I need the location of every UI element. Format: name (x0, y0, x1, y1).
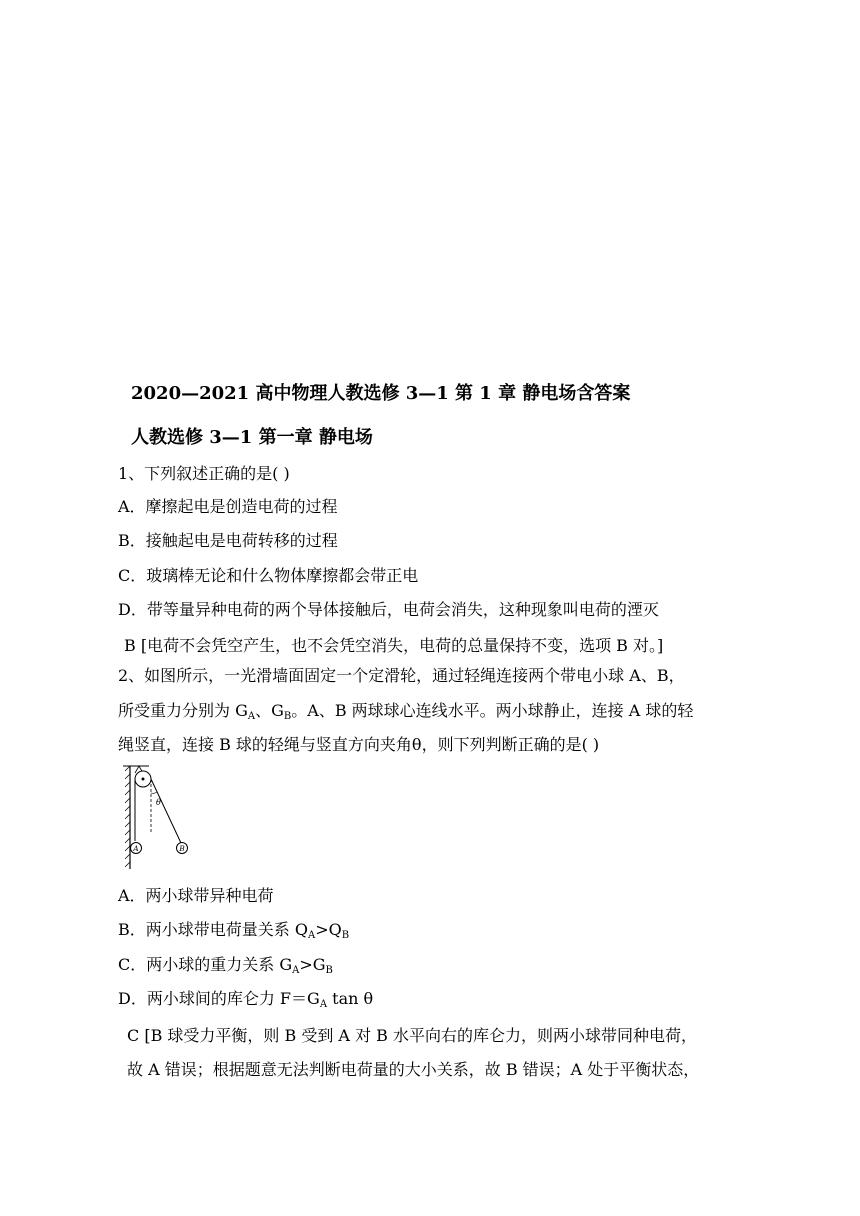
q2-option-a: A．两小球带异种电荷 (118, 886, 274, 905)
pulley-diagram-svg (123, 763, 193, 871)
q2-option-b (118, 920, 349, 940)
doc-title: 2020—2021 高中物理人教选修 3—1 第 1 章 静电场含答案 (131, 383, 631, 404)
q2-sub-b: B (283, 711, 292, 722)
q1-option-d: D．带等量异种电荷的两个导体接触后，电荷会消失，这种现象叫电荷的湮灭 (118, 600, 659, 619)
q2-option-c-text: >G (299, 955, 326, 974)
q2-stem-text: 。A、B 两球球心连线水平。两小球静止，连接 A 球的轻 (291, 701, 694, 720)
q1-option-a: A．摩擦起电是创造电荷的过程 (118, 497, 338, 516)
q2-option-b-sub: A (307, 930, 316, 941)
q2-option-b-text: B．两小球带电荷量关系 Q (118, 920, 308, 939)
q2-stem-line2 (118, 701, 693, 721)
q2-option-b-text: >Q (315, 920, 342, 939)
q1-option-b: B．接触起电是电荷转移的过程 (118, 531, 338, 550)
q2-option-c-sub: B (325, 965, 333, 976)
q1-option-c: C．玻璃棒无论和什么物体摩擦都会带正电 (118, 566, 419, 585)
q2-stem-text: 所受重力分别为 G (118, 701, 248, 720)
q2-stem-line3: 绳竖直，连接 B 球的轻绳与竖直方向夹角θ，则下列判断正确的是( ) (118, 735, 600, 754)
q2-sub-a: A (247, 711, 256, 722)
q2-option-b-sub: B (341, 930, 350, 941)
ball-b-label: B (179, 844, 185, 853)
q2-option-c (118, 955, 333, 975)
q1-stem: 1、下列叙述正确的是( ) (118, 464, 290, 483)
q2-stem-line1: 2、如图所示，一光滑墙面固定一个定滑轮，通过轻绳连接两个带电小球 A、B， (118, 666, 685, 685)
ball-a-label: A (133, 844, 139, 853)
q2-answer-line1: C [B 球受力平衡，则 B 受到 A 对 B 水平向右的库仑力，则两小球带同种电荷， (127, 1026, 698, 1045)
q1-answer: B [电荷不会凭空产生，也不会凭空消失，电荷的总量保持不变，选项 B 对。] (124, 636, 664, 655)
q2-option-d (118, 989, 373, 1009)
theta-label: θ (156, 798, 161, 807)
q2-option-c-text: C．两小球的重力关系 G (118, 955, 293, 974)
pulley-diagram (123, 763, 193, 871)
q2-option-d-text: D．两小球间的库仑力 F＝G (118, 989, 320, 1008)
q2-option-d-sub: A (319, 999, 328, 1010)
q2-answer-line2: 故 A 错误；根据题意无法判断电荷量的大小关系，故 B 错误；A 处于平衡状态， (127, 1060, 700, 1079)
q2-stem-text: 、G (255, 701, 284, 720)
doc-subtitle: 人教选修 3—1 第一章 静电场 (131, 427, 373, 448)
q2-option-d-text: tan θ (327, 989, 374, 1008)
q2-option-c-sub: A (292, 965, 300, 976)
